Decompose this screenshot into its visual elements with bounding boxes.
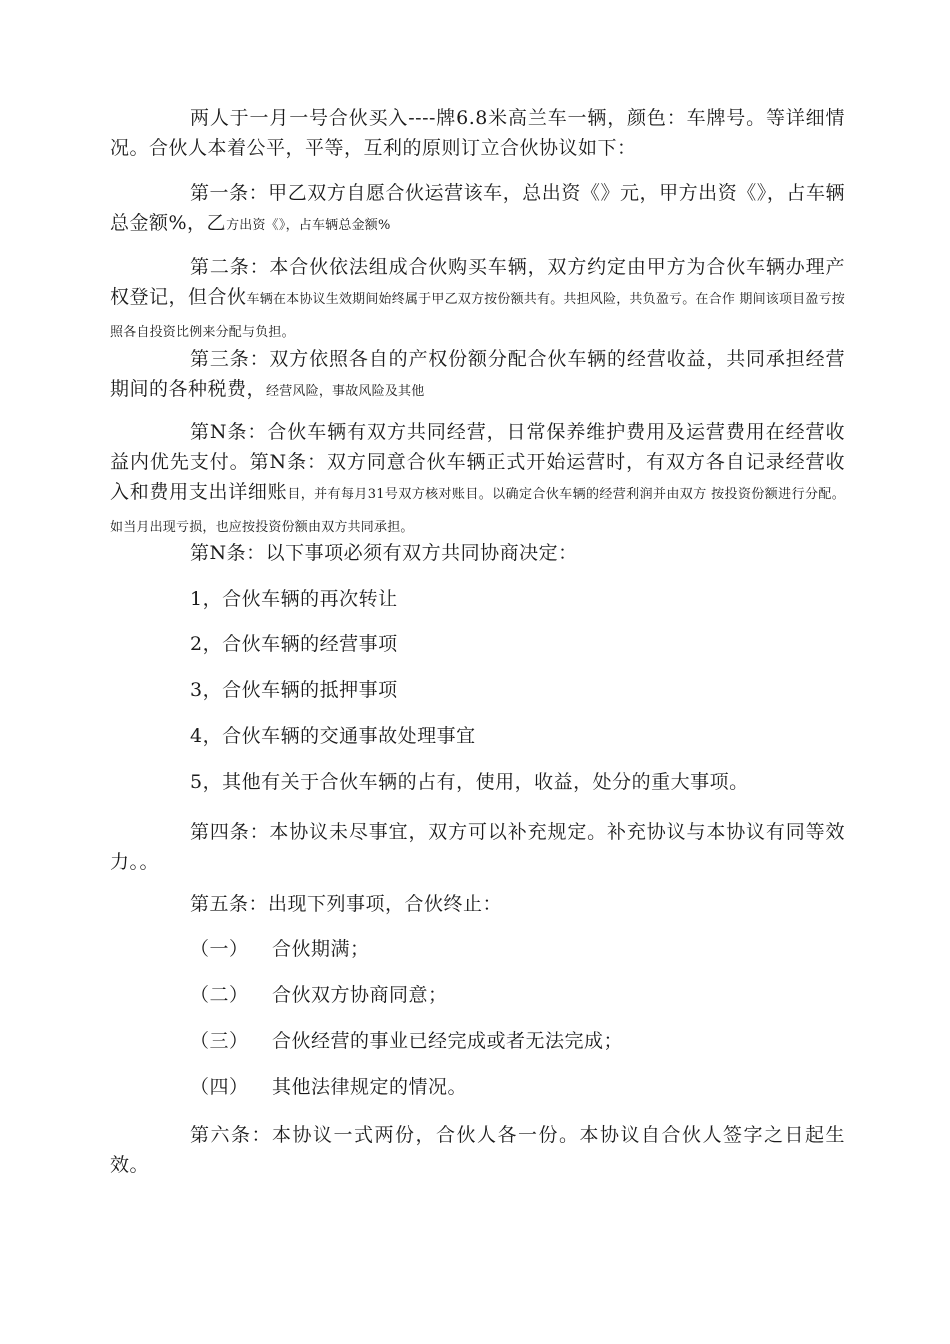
termination-text: 合伙经营的事业已经完成或者无法完成； [272, 1030, 624, 1052]
article-4: 第四条：本协议未尽事宜，双方可以补充规定。补充协议与本协议有同等效力。。 [110, 821, 845, 873]
article-3-small-text: 经营风险，事故风险及其他 [266, 384, 425, 399]
article-5: 第五条：出现下列事项，合伙终止： [190, 893, 503, 915]
intro-paragraph [110, 103, 845, 163]
termination-number: （四） [190, 1076, 249, 1098]
article-n-matters: 第N条：以下事项必须有双方共同协商决定： [190, 542, 578, 564]
termination-item [190, 1072, 467, 1102]
article-n-operation-small-text: 目，并有每月31号双方核对账目。以确定合伙车辆的经营利润并由双方 按投资份额进行分配。如当月出现亏损，也应按投资份额由双方共同承担。 [110, 487, 845, 535]
termination-item [190, 934, 370, 964]
termination-text: 其他法律规定的情况。 [272, 1076, 468, 1098]
termination-number: （三） [190, 1030, 249, 1052]
article-1-small-text: 方出资《》，占车辆总金额% [226, 218, 391, 233]
article-1-text: 第一条：甲乙双方自愿合伙运营该车，总出资《》元，甲方出资《》，占车辆总金额%，乙 [110, 182, 845, 234]
termination-text: 合伙双方协商同意； [272, 984, 448, 1006]
matter-item: 5，其他有关于合伙车辆的占有，使用，收益，处分的重大事项。 [190, 771, 749, 793]
termination-item [190, 1026, 623, 1056]
termination-text: 合伙期满； [272, 938, 370, 960]
termination-number: （二） [190, 984, 249, 1006]
matter-item: 1，合伙车辆的再次转让 [190, 588, 398, 610]
article-2-text: 第二条：本合伙依法组成合伙购买车辆，双方约定由甲方为合伙车辆办理产权登记，但合伙 [110, 256, 845, 308]
termination-number: （一） [190, 938, 249, 960]
matter-item: 3，合伙车辆的抵押事项 [190, 679, 398, 701]
article-n-operation [110, 417, 845, 543]
article-2-small-text: 车辆在本协议生效期间始终属于甲乙双方按份额共有。共担风险，共负盈亏。在合作 期间该项目盈亏按照各自投资比例来分配与负担。 [110, 292, 845, 340]
article-3 [110, 344, 845, 407]
article-1 [110, 178, 845, 241]
termination-item [190, 980, 448, 1010]
article-6: 第六条：本协议一式两份，合伙人各一份。本协议自合伙人签字之日起生效。 [110, 1124, 845, 1176]
article-3-text: 第三条：双方依照各自的产权份额分配合伙车辆的经营收益，共同承担经营期间的各种税费， [110, 348, 845, 400]
matter-item: 2，合伙车辆的经营事项 [190, 633, 398, 655]
intro-text: 两人于一月一号合伙买入----牌6.8米高兰车一辆，颜色：车牌号。等详细情况。合伙人本着公平，平等，互利的原则订立合伙协议如下： [110, 107, 845, 159]
matter-item: 4，合伙车辆的交通事故处理事宜 [190, 725, 476, 747]
article-2 [110, 252, 845, 348]
article-n-operation-text: 第N条：合伙车辆有双方共同经营，日常保养维护费用及运营费用在经营收益内优先支付。第N条：双方同意合伙车辆正式开始运营时，有双方各自记录经营收入和费用支出详细账 [110, 421, 845, 503]
